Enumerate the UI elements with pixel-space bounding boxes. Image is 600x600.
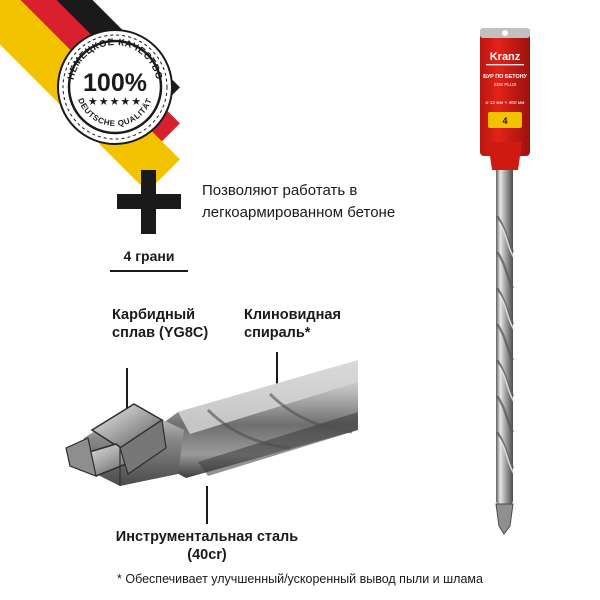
seal-bottom-arc-text: DEUTSCHE QUALITÄT — [76, 96, 154, 129]
footnote-text: * Обеспечивает улучшенный/ускоренный вывод пыли и шлама — [117, 572, 483, 586]
package-badge-text: 4 — [502, 116, 508, 126]
package-title-text: БУР ПО БЕТОНУ — [483, 74, 527, 80]
four-edges-label: 4 грани — [123, 248, 175, 264]
four-edges-feature — [104, 170, 194, 272]
callout-steel-label: Инструментальная сталь (40cr) — [115, 529, 299, 564]
quality-seal-badge — [56, 28, 174, 146]
seal-stars: ★★★★★ — [87, 95, 143, 108]
callout-carbide-label: Карбидный сплав (YG8C) — [112, 307, 209, 342]
package-spec-text: ⌀ 12 мм × 460 мм — [485, 101, 525, 106]
package-divider — [486, 64, 524, 65]
headline-text: Позволяют работать в легкоармированном бетоне — [202, 182, 396, 221]
package-subtitle-text: SDS PLUS — [493, 82, 517, 87]
seal-percent-text: 100% — [83, 69, 147, 97]
package-sleeve — [488, 142, 522, 170]
callout-spiral-label: Клиновидная спираль* — [244, 307, 341, 342]
plus-cross-icon — [117, 170, 181, 234]
drill-tip — [496, 504, 513, 534]
package-hang-hole — [502, 30, 508, 36]
drill-tip-illustration — [58, 352, 358, 522]
package-label-card — [480, 28, 530, 156]
plus-bar-vertical — [141, 170, 156, 234]
package-brand-text: Kranz — [489, 51, 521, 63]
four-edges-underline — [110, 270, 188, 272]
packaged-drill-bit — [462, 16, 548, 576]
seal-top-arc-text: НЕМЕЦКОЕ КАЧЕСТВО — [65, 36, 165, 82]
